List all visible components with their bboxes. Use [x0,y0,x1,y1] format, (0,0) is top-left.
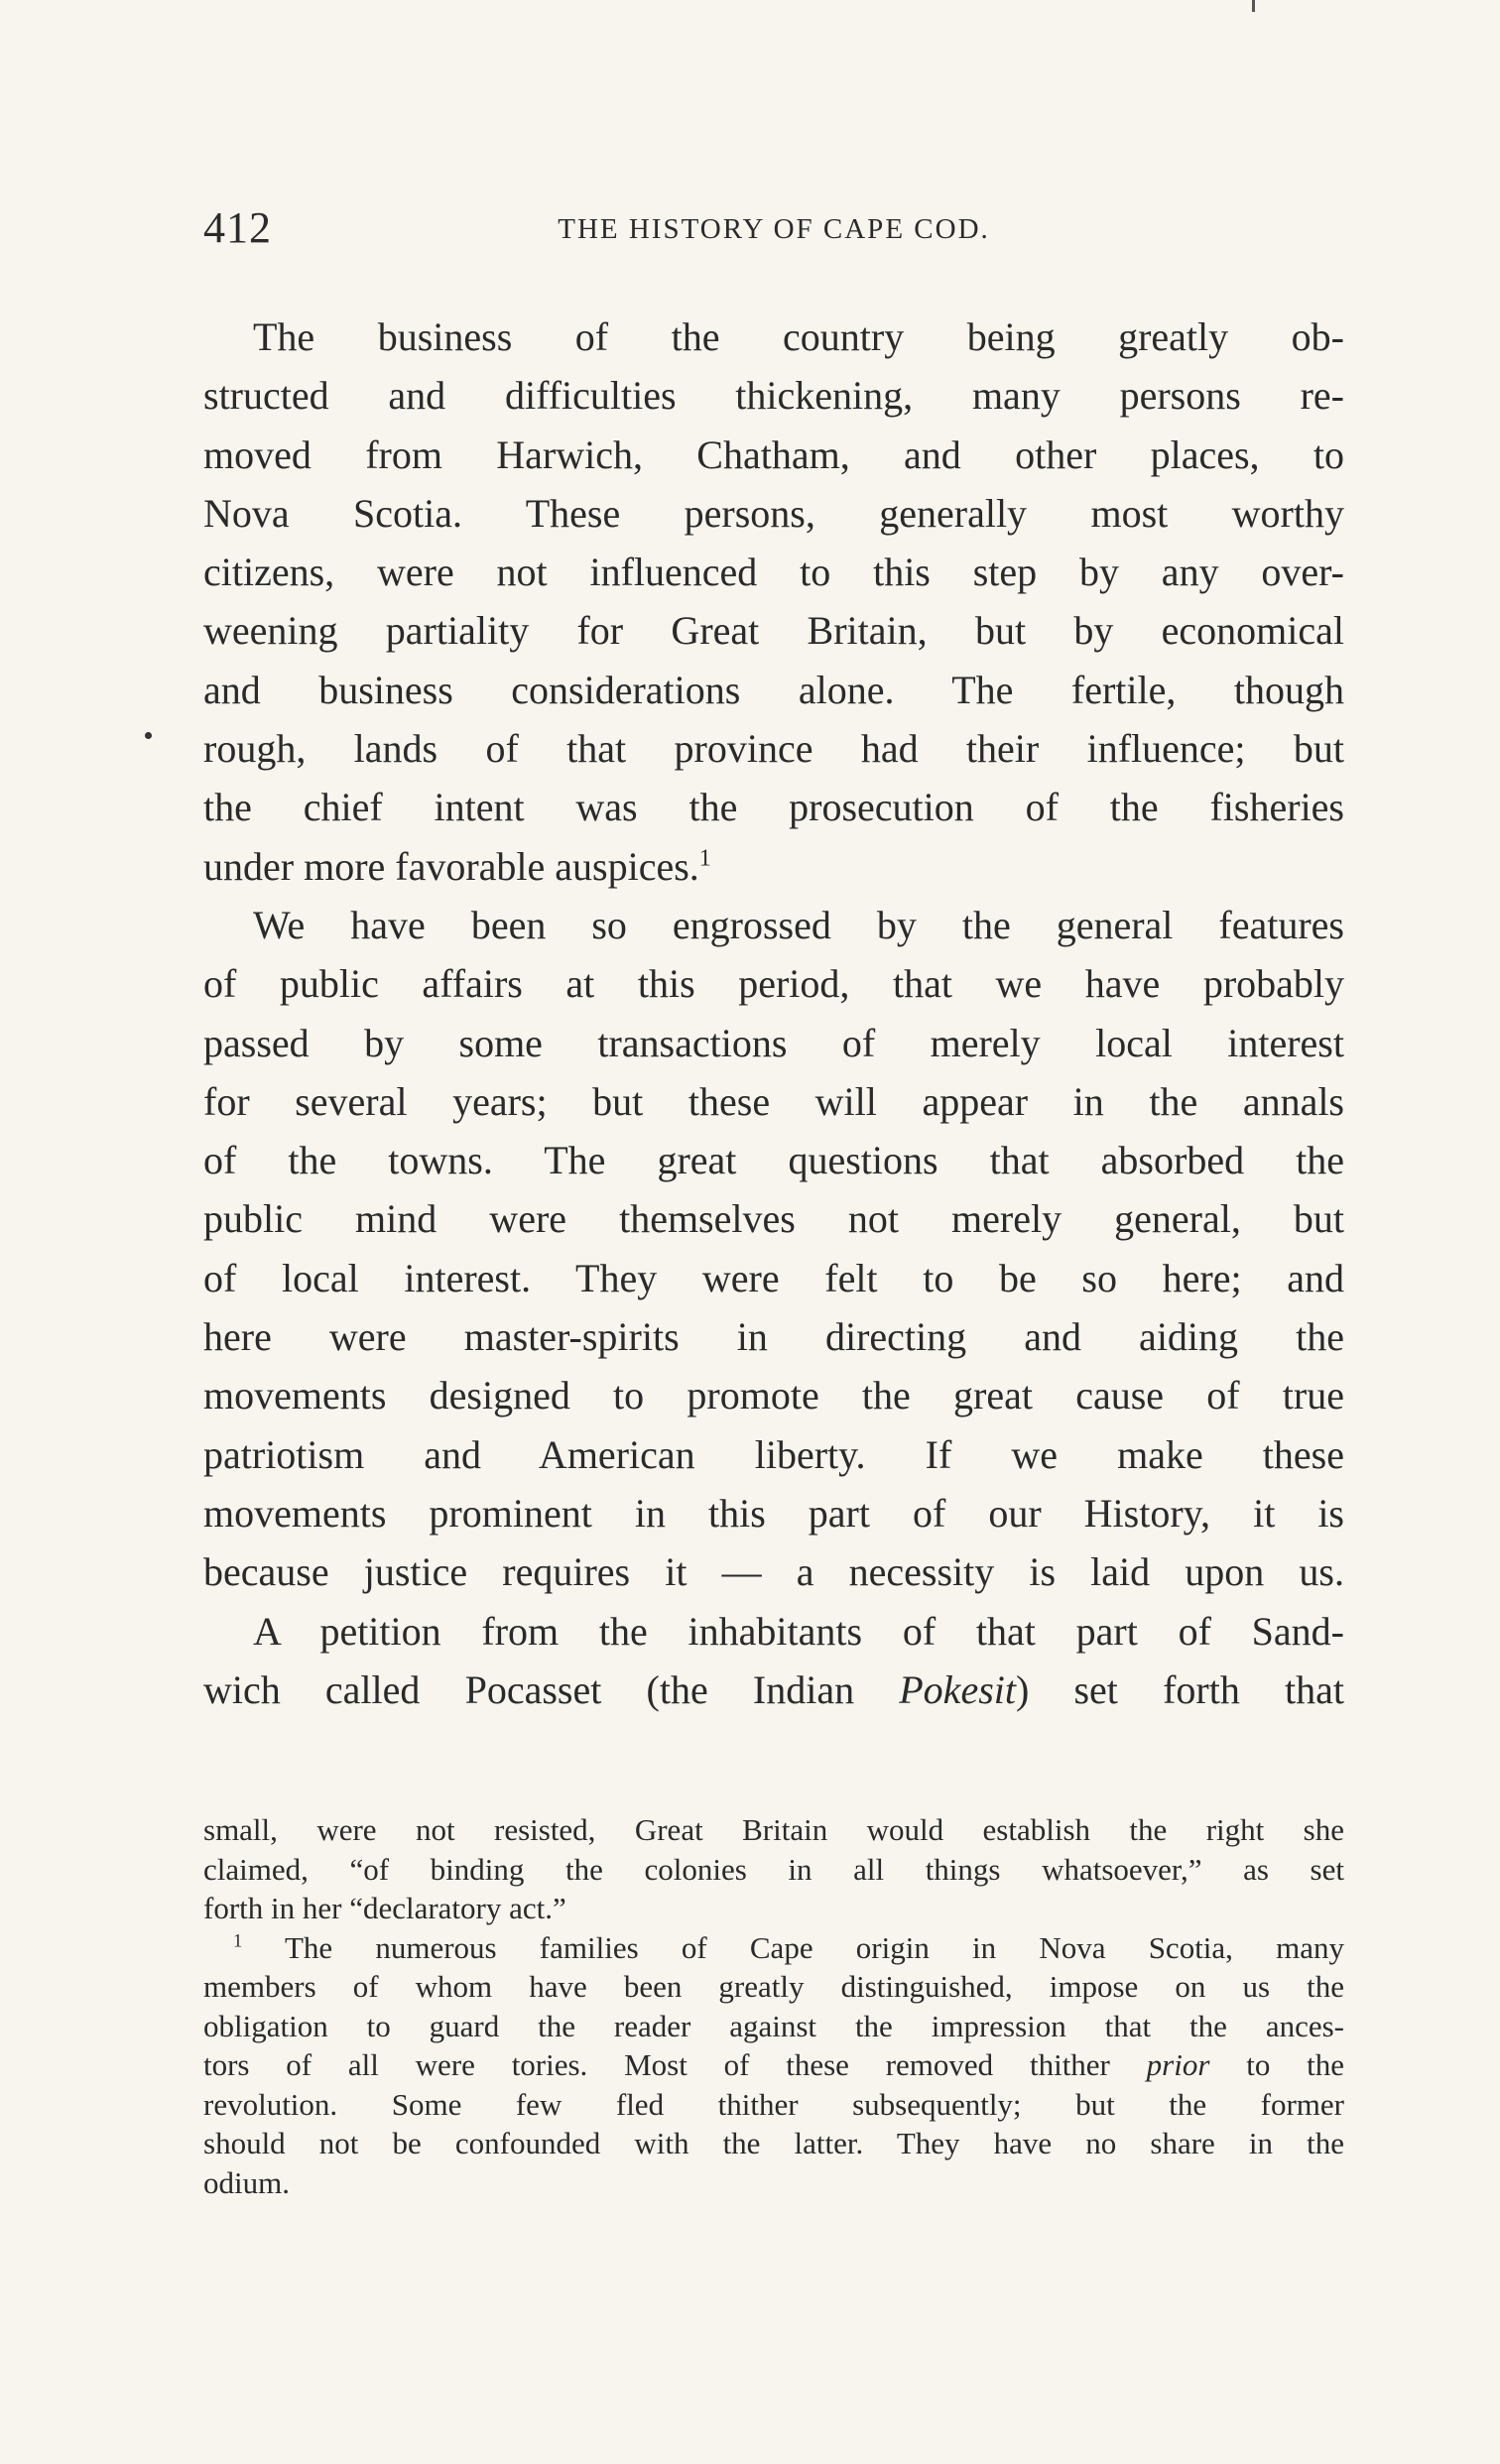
body-line: the chief intent was the prosecution of the fisheries [203,785,1344,830]
footnote-line: forth in her “declaratory act.” [203,1891,566,1925]
italic-term: prior [1146,2047,1210,2082]
body-line: of local interest. They were felt to be so here; and [203,1255,1344,1300]
body-line: A petition from the inhabitants of that part of Sand- [253,1608,1344,1654]
body-line: weening partiality for Great Britain, but by economical [203,608,1344,654]
margin-mark [145,732,152,739]
body-line: public mind were themselves not merely general, but [203,1196,1344,1242]
body-line [203,1661,1344,1719]
body-line: rough, lands of that province had their influence; but [203,726,1344,772]
footnote-text: tors of all were tories. Most of these removed thither [203,2047,1147,2082]
body-line-text: ) set forth that [1015,1666,1344,1712]
footnote-line: members of whom have been greatly distinguished, impose on us the [203,1969,1344,2004]
body-line: and business considerations alone. The fertile, though [203,667,1344,712]
body-line: here were master-spirits in directing and aiding the [203,1314,1344,1360]
body-line [203,837,1344,896]
page-header [203,198,1344,258]
footnote-text: The numerous families of Cape origin in Nova Scotia, many [242,1929,1344,1965]
body-line: movements designed to promote the great cause of true [203,1373,1344,1418]
body-line: structed and difficulties thickening, many persons re- [203,373,1344,419]
italic-term: Pokesit [899,1666,1016,1712]
footnote-marker: 1 [233,1930,243,1952]
footnote-line: odium. [203,2164,290,2200]
footnote-line [203,1928,1344,1968]
body-line-text: wich called Pocasset (the Indian [203,1666,900,1712]
body-line-text: under more favorable auspices. [203,843,699,889]
body-line: of the towns. The great questions that absorbed the [203,1138,1344,1183]
footnote-line: small, were not resisted, Great Britain would establish the right she [203,1812,1344,1847]
body-line: We have been so engrossed by the general features [253,902,1344,947]
body-line: patriotism and American liberty. If we make these [203,1431,1344,1477]
body-line: passed by some transactions of merely local interest [203,1020,1344,1065]
footnotes [203,1810,1344,2202]
footnote-line: claimed, “of binding the colonies in all things whatsoever,” as set [203,1851,1344,1887]
scan-mark [1252,0,1255,12]
body-line: movements prominent in this part of our History, it is [203,1490,1344,1536]
page-number: 412 [203,203,272,252]
body-line: for several years; but these will appear in the annals [203,1078,1344,1124]
footnote-line: obligation to guard the reader against the impression that the ances- [203,2008,1344,2043]
body-line: because justice requires it — a necessity is laid upon us. [203,1549,1344,1595]
footnote-line [203,2045,1344,2085]
footnote-text: to the [1209,2047,1344,2082]
body-line: Nova Scotia. These persons, generally most worthy [203,490,1344,536]
body-line: moved from Harwich, Chatham, and other places, to [203,431,1344,477]
body-text [203,308,1344,1719]
footnote-reference: 1 [698,845,711,872]
body-line: The business of the country being greatly ob- [253,314,1344,359]
footnote-line: revolution. Some few fled thither subsequently; but the former [203,2086,1344,2122]
footnote-line: should not be confounded with the latter. They have no share in the [203,2126,1344,2160]
body-line: citizens, were not influenced to this step by any over- [203,550,1344,595]
body-line: of public affairs at this period, that we have probably [203,961,1344,1007]
running-title: THE HISTORY OF CAPE COD. [558,213,990,245]
